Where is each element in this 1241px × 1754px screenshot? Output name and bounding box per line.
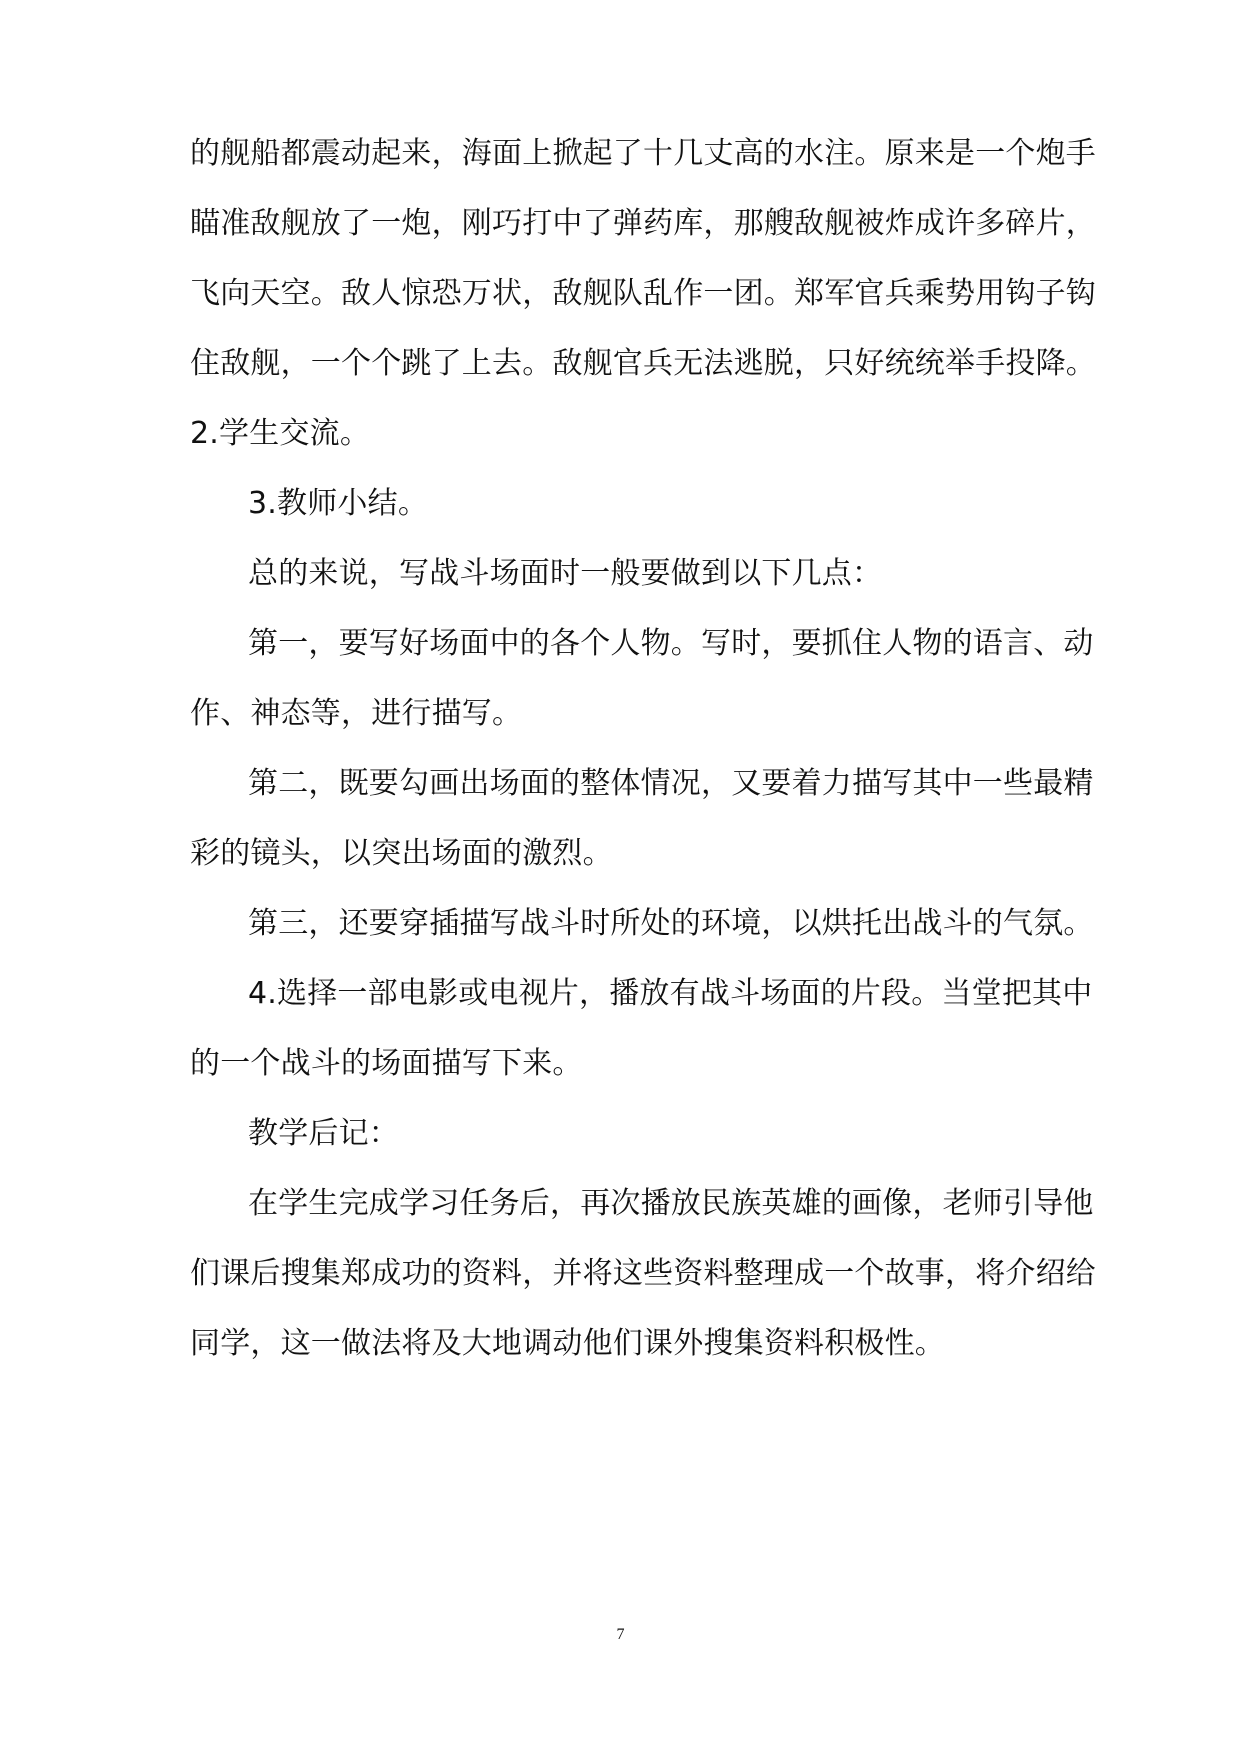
body-text-line: 教学后记： — [248, 1116, 399, 1151]
body-text-line: 第三，还要穿插描写战斗时所处的环境，以烘托出战斗的气氛。 — [248, 906, 1094, 941]
body-text-line: 第二，既要勾画出场面的整体情况，又要着力描写其中一些最精 — [248, 766, 1094, 801]
body-text-line: 的一个战斗的场面描写下来。 — [190, 1046, 583, 1081]
body-text-line: 彩的镜头，以突出场面的激烈。 — [190, 836, 613, 871]
body-text-line: 在学生完成学习任务后，再次播放民族英雄的画像，老师引导他 — [248, 1186, 1094, 1221]
body-text-line: 的舰船都震动起来，海面上掀起了十几丈高的水注。原来是一个炮手 — [190, 136, 1096, 171]
body-text-line: 2.学生交流。 — [190, 416, 371, 451]
body-text-line: 瞄准敌舰放了一炮，刚巧打中了弹药库，那艘敌舰被炸成许多碎片， — [190, 206, 1096, 241]
body-text-line: 飞向天空。敌人惊恐万状，敌舰队乱作一团。郑军官兵乘势用钩子钩 — [190, 276, 1096, 311]
body-text-line: 4.选择一部电影或电视片，播放有战斗场面的片段。当堂把其中 — [248, 976, 1093, 1011]
body-text-line: 作、神态等，进行描写。 — [190, 696, 523, 731]
body-text-line: 们课后搜集郑成功的资料，并将这些资料整理成一个故事，将介绍给 — [190, 1256, 1096, 1291]
page-number: 7 — [616, 1626, 625, 1643]
body-text-line: 总的来说，写战斗场面时一般要做到以下几点： — [248, 556, 883, 591]
body-text-line: 3.教师小结。 — [248, 486, 429, 521]
body-text-line: 第一，要写好场面中的各个人物。写时，要抓住人物的语言、动 — [248, 626, 1094, 661]
body-text-line: 住敌舰，一个个跳了上去。敌舰官兵无法逃脱，只好统统举手投降。 — [190, 346, 1096, 381]
body-text-line: 同学，这一做法将及大地调动他们课外搜集资料积极性。 — [190, 1326, 945, 1361]
